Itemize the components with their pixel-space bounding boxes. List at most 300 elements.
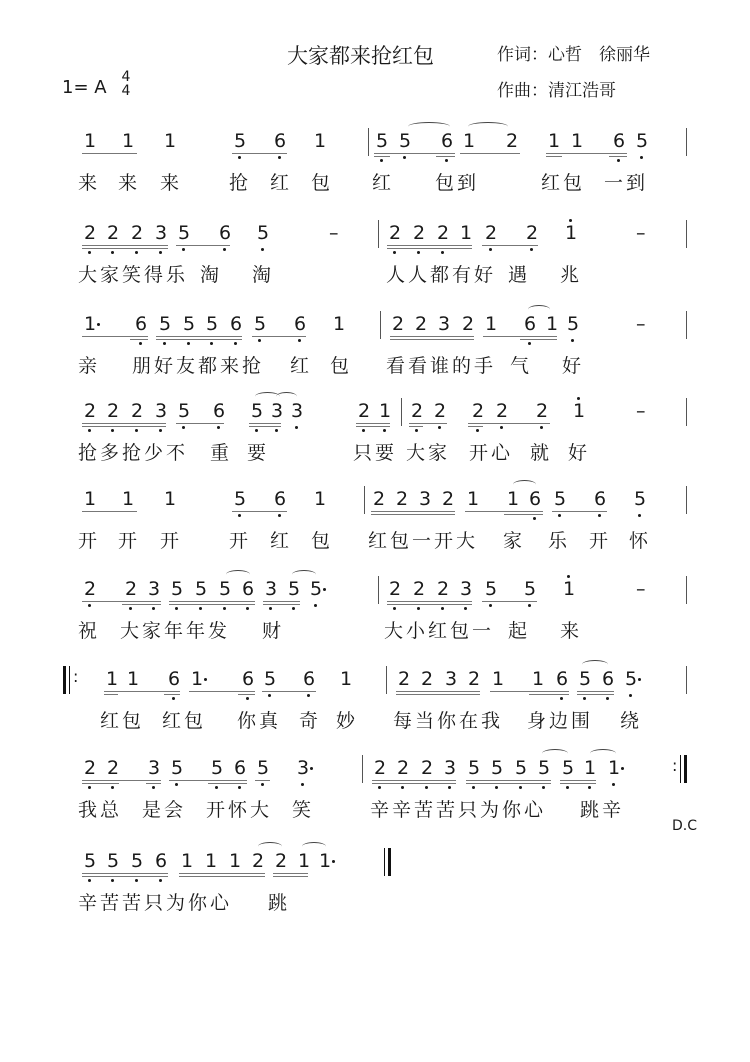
note: 2 xyxy=(505,130,519,152)
lyric: 笑 xyxy=(292,799,315,821)
note: 2 xyxy=(372,488,386,510)
dot-below xyxy=(278,156,281,159)
final-bar-thin xyxy=(384,848,385,876)
underline xyxy=(104,691,118,692)
lyric: 开 xyxy=(118,530,141,552)
underline xyxy=(372,783,456,784)
dot-below xyxy=(139,342,142,345)
barline xyxy=(686,311,687,339)
note: 5 xyxy=(484,578,498,600)
dot-below xyxy=(301,783,304,786)
underline xyxy=(176,423,224,424)
dot-below xyxy=(111,429,114,432)
note: 3 xyxy=(437,313,451,335)
note: 6 xyxy=(273,488,287,510)
score-row xyxy=(0,578,750,658)
augmentation-dot xyxy=(310,767,313,770)
lyric: 开 xyxy=(589,530,612,552)
score-row xyxy=(0,313,750,393)
dot-below xyxy=(380,159,383,162)
lyric: 包到 xyxy=(435,172,480,194)
sustain-dash: – xyxy=(636,578,646,600)
slur xyxy=(590,749,616,758)
note: 2 xyxy=(420,757,434,779)
note: 3 xyxy=(154,400,168,422)
song-title: 大家都来抢红包 xyxy=(287,44,434,68)
note: 5 xyxy=(263,668,277,690)
note: 1 xyxy=(583,757,597,779)
lyric: 就 xyxy=(530,442,553,464)
lyric: 抢 xyxy=(229,172,252,194)
underline xyxy=(609,156,627,157)
dot-below xyxy=(88,786,91,789)
lyric: 红 xyxy=(372,172,395,194)
note: 6 xyxy=(241,578,255,600)
dot-below xyxy=(393,607,396,610)
note: 1 xyxy=(163,130,177,152)
lyric: 是会 xyxy=(142,799,187,821)
lyric: 人人都有好 xyxy=(386,264,497,286)
dot-below xyxy=(441,251,444,254)
dot-below xyxy=(566,786,569,789)
note: 5 xyxy=(398,130,412,152)
dot-below xyxy=(246,607,249,610)
note: 1 xyxy=(531,668,545,690)
lyric: 奇 xyxy=(299,710,322,732)
dot-below xyxy=(415,429,418,432)
composer-credit: 作曲：清江浩哥 xyxy=(497,81,616,101)
dot-below xyxy=(629,694,632,697)
underline xyxy=(468,426,483,427)
dot-below xyxy=(223,248,226,251)
note: 2 xyxy=(388,578,402,600)
underline xyxy=(82,873,168,874)
dot-below xyxy=(448,786,451,789)
underline xyxy=(374,156,390,157)
note: 5 xyxy=(566,313,580,335)
score-row xyxy=(0,488,750,568)
lyric: 大家年年发 xyxy=(120,620,231,642)
dot-below xyxy=(598,514,601,517)
slur xyxy=(258,842,282,851)
barline xyxy=(368,128,369,156)
note: 2 xyxy=(471,400,485,422)
underline xyxy=(122,601,161,602)
note: 5 xyxy=(256,222,270,244)
underline xyxy=(387,248,472,249)
lyric: 红包 xyxy=(162,710,207,732)
underline xyxy=(546,156,562,157)
note: 6 xyxy=(241,668,255,690)
lyric: 开 xyxy=(160,530,183,552)
note: 5 xyxy=(250,400,264,422)
dot-below xyxy=(111,786,114,789)
note: 5 xyxy=(233,488,247,510)
note: 5 xyxy=(375,130,389,152)
underline xyxy=(504,514,543,515)
note: 5 xyxy=(624,668,638,690)
lyric: 跳辛 xyxy=(580,799,625,821)
dot-above xyxy=(577,397,580,400)
note: 2 xyxy=(130,222,144,244)
note: 2 xyxy=(410,400,424,422)
underline xyxy=(409,423,423,424)
note: 2 xyxy=(373,757,387,779)
lyric: 朋好友都来抢 xyxy=(132,355,265,377)
dot-below xyxy=(295,426,298,429)
note: 2 xyxy=(83,578,97,600)
dot-below xyxy=(583,697,586,700)
dot-below xyxy=(135,429,138,432)
underline xyxy=(169,601,255,602)
dot-below xyxy=(617,159,620,162)
underline xyxy=(371,511,455,512)
dot-below xyxy=(298,339,301,342)
note: 6 xyxy=(167,668,181,690)
note: 6 xyxy=(593,488,607,510)
underline xyxy=(82,248,168,249)
note: 5 xyxy=(490,757,504,779)
note: 5 xyxy=(177,400,191,422)
lyric: 红包 xyxy=(100,710,145,732)
note: 3 xyxy=(444,668,458,690)
underline xyxy=(122,604,161,605)
underline xyxy=(356,423,390,424)
lyric: 绕 xyxy=(620,710,643,732)
note: 2 xyxy=(461,313,475,335)
lyric: 乐 xyxy=(548,530,571,552)
note: 3 xyxy=(154,222,168,244)
dot-below xyxy=(261,783,264,786)
dot-below xyxy=(612,783,615,786)
underline xyxy=(82,153,137,154)
dot-below xyxy=(417,251,420,254)
dot-below xyxy=(223,607,226,610)
underline xyxy=(273,876,308,877)
underline xyxy=(208,783,247,784)
note: 1 xyxy=(313,130,327,152)
lyric: 遇 xyxy=(508,264,531,286)
underline xyxy=(374,153,390,154)
note: 5 xyxy=(170,578,184,600)
underline xyxy=(104,694,118,695)
note: 6 xyxy=(555,668,569,690)
note: 6 xyxy=(528,488,542,510)
note: 1 xyxy=(163,488,177,510)
note: 5 xyxy=(253,313,267,335)
note: 1 xyxy=(462,130,476,152)
repeat-start-thick xyxy=(63,666,66,694)
dot-below xyxy=(268,694,271,697)
note: 2 xyxy=(414,313,428,335)
underline xyxy=(169,604,255,605)
dot-below xyxy=(238,786,241,789)
dot-below xyxy=(441,607,444,610)
note: 1 xyxy=(180,850,194,872)
time-sig-bottom: 4 xyxy=(121,83,131,99)
dot-below xyxy=(571,339,574,342)
note: 5 xyxy=(218,578,232,600)
lyric: 亲 xyxy=(78,355,101,377)
lyric: 财 xyxy=(262,620,285,642)
dot-below xyxy=(238,156,241,159)
underline xyxy=(492,423,550,424)
dot-below xyxy=(88,879,91,882)
underline xyxy=(387,601,472,602)
sustain-dash: – xyxy=(636,400,646,422)
barline xyxy=(686,486,687,514)
dot-below xyxy=(542,786,545,789)
lyric: 跳 xyxy=(268,892,291,914)
underline xyxy=(82,245,168,246)
underline xyxy=(577,691,614,692)
augmentation-dot xyxy=(621,767,624,770)
dot-below xyxy=(175,607,178,610)
note: 3 xyxy=(418,488,432,510)
dot-below xyxy=(403,156,406,159)
underline xyxy=(146,780,161,781)
dot-below xyxy=(530,248,533,251)
note: 1 xyxy=(83,313,97,335)
note: 5 xyxy=(83,850,97,872)
lyric: 红包 xyxy=(541,172,586,194)
dot-below xyxy=(495,786,498,789)
note: 6 xyxy=(233,757,247,779)
barline xyxy=(378,576,379,604)
note: 2 xyxy=(83,757,97,779)
lyric: 淘 xyxy=(252,264,275,286)
note: 5 xyxy=(553,488,567,510)
note: 6 xyxy=(523,313,537,335)
dot-below xyxy=(88,429,91,432)
score-row xyxy=(0,850,750,930)
note: 5 xyxy=(210,757,224,779)
lyric: 开怀大 xyxy=(206,799,273,821)
note: 5 xyxy=(287,578,301,600)
note: 5 xyxy=(578,668,592,690)
note: 1 xyxy=(83,488,97,510)
note: 1 xyxy=(190,668,204,690)
slur xyxy=(468,122,508,131)
underline xyxy=(82,780,119,781)
underline xyxy=(552,511,607,512)
lyric: 来 xyxy=(118,172,141,194)
dc-marking: D.C xyxy=(672,818,698,834)
underline xyxy=(130,336,148,337)
note: 5 xyxy=(106,850,120,872)
lyric: 红 xyxy=(270,530,293,552)
underline xyxy=(609,153,627,154)
lyric: 大小红包一 xyxy=(384,620,495,642)
note: 2 xyxy=(433,400,447,422)
barline xyxy=(686,398,687,426)
note: 2 xyxy=(441,488,455,510)
lyric: 祝 xyxy=(78,620,101,642)
note: 1 xyxy=(547,130,561,152)
dot-below xyxy=(528,342,531,345)
note: 5 xyxy=(130,850,144,872)
underline xyxy=(249,423,281,424)
underline xyxy=(466,783,551,784)
lyric: 包 xyxy=(330,355,353,377)
note: 5 xyxy=(467,757,481,779)
time-sig-top: 4 xyxy=(121,69,131,85)
augmentation-dot xyxy=(97,323,100,326)
dot-below xyxy=(560,697,563,700)
note: 1 xyxy=(484,313,498,335)
dot-below xyxy=(258,339,261,342)
dot-below xyxy=(269,607,272,610)
note: 2 xyxy=(495,400,509,422)
dot-below xyxy=(476,429,479,432)
note: 1 xyxy=(126,668,140,690)
lyric: 淘 xyxy=(200,264,223,286)
barline xyxy=(364,486,365,514)
lyric: 身边围 xyxy=(527,710,594,732)
note: 5 xyxy=(537,757,551,779)
underline xyxy=(546,153,562,154)
note: 1 xyxy=(313,488,327,510)
slur xyxy=(302,842,326,851)
note: 6 xyxy=(302,668,316,690)
note: 2 xyxy=(391,313,405,335)
lyric: 你真 xyxy=(237,710,282,732)
slur xyxy=(528,305,550,314)
barline xyxy=(380,311,381,339)
dot-below xyxy=(159,879,162,882)
underline xyxy=(232,153,287,154)
note: 6 xyxy=(218,222,232,244)
underline xyxy=(577,694,614,695)
final-bar-thick xyxy=(388,848,391,876)
lyric: 辛苦苦只为你心 xyxy=(78,892,233,914)
underline xyxy=(179,873,265,874)
dot-below xyxy=(129,607,132,610)
note: 3 xyxy=(147,757,161,779)
note: 3 xyxy=(270,400,284,422)
lyric: 一到 xyxy=(604,172,649,194)
dot-below xyxy=(255,429,258,432)
dot-below xyxy=(606,697,609,700)
note: 1 xyxy=(121,488,135,510)
note: 3 xyxy=(459,578,473,600)
lyric: 气 xyxy=(510,355,533,377)
note: 2 xyxy=(396,757,410,779)
dot-below xyxy=(234,342,237,345)
lyric: 好 xyxy=(568,442,591,464)
note: 5 xyxy=(635,130,649,152)
underline xyxy=(82,423,166,424)
dot-below xyxy=(88,604,91,607)
note: 1 xyxy=(318,850,332,872)
slur xyxy=(292,570,316,579)
note: 6 xyxy=(601,668,615,690)
underline xyxy=(273,873,308,874)
note: 1 xyxy=(570,130,584,152)
dot-below xyxy=(163,342,166,345)
dot-below xyxy=(540,426,543,429)
dot-below xyxy=(275,429,278,432)
underline xyxy=(176,245,230,246)
underline xyxy=(396,691,480,692)
dot-below xyxy=(417,607,420,610)
underline xyxy=(560,780,596,781)
note: 1 xyxy=(228,850,242,872)
lyric: 开 xyxy=(229,530,252,552)
underline xyxy=(529,694,569,695)
lyric: 只要 xyxy=(353,442,398,464)
note: 5 xyxy=(523,578,537,600)
note: 2 xyxy=(397,668,411,690)
note: 2 xyxy=(467,668,481,690)
note: 1 xyxy=(545,313,559,335)
dot-below xyxy=(401,786,404,789)
dot-above xyxy=(567,575,570,578)
note: 3 xyxy=(290,400,304,422)
dot-below xyxy=(182,426,185,429)
note: 2 xyxy=(251,850,265,872)
note: 5 xyxy=(182,313,196,335)
score-row xyxy=(0,400,750,480)
note: 2 xyxy=(83,400,97,422)
dot-below xyxy=(638,514,641,517)
dot-below xyxy=(464,607,467,610)
note: 1 xyxy=(572,400,586,422)
note: 5 xyxy=(158,313,172,335)
lyric: 看看谁的手 xyxy=(386,355,497,377)
dot-below xyxy=(438,426,441,429)
underline xyxy=(156,339,242,340)
underline xyxy=(390,336,474,337)
lyricist-credit: 作词：心哲 徐丽华 xyxy=(497,45,650,65)
slur xyxy=(582,660,608,669)
underline xyxy=(466,780,551,781)
underline xyxy=(262,691,316,692)
lyric: 包 xyxy=(311,172,334,194)
underline xyxy=(520,336,557,337)
note: 5 xyxy=(309,578,323,600)
underline xyxy=(208,780,247,781)
underline xyxy=(396,694,480,695)
underline xyxy=(560,783,596,784)
dot-below xyxy=(640,156,643,159)
note: 1 xyxy=(378,400,392,422)
note: 6 xyxy=(134,313,148,335)
underline xyxy=(249,426,281,427)
underline xyxy=(387,245,472,246)
dot-below xyxy=(152,607,155,610)
dot-below xyxy=(246,697,249,700)
barline xyxy=(401,398,402,426)
lyric: 来 xyxy=(78,172,101,194)
underline xyxy=(82,511,137,512)
barline xyxy=(386,666,387,694)
lyric: 包 xyxy=(311,530,334,552)
barline xyxy=(378,220,379,248)
note: 6 xyxy=(293,313,307,335)
note: 1 xyxy=(491,668,505,690)
augmentation-dot xyxy=(204,678,207,681)
underline xyxy=(130,339,148,340)
lyric: 每当你在我 xyxy=(393,710,504,732)
dot-below xyxy=(278,514,281,517)
score-row xyxy=(0,757,750,837)
note: 2 xyxy=(124,578,138,600)
note: 2 xyxy=(130,400,144,422)
lyric: 红 xyxy=(270,172,293,194)
key-signature: 1= A xyxy=(62,77,107,98)
dot-below xyxy=(383,429,386,432)
